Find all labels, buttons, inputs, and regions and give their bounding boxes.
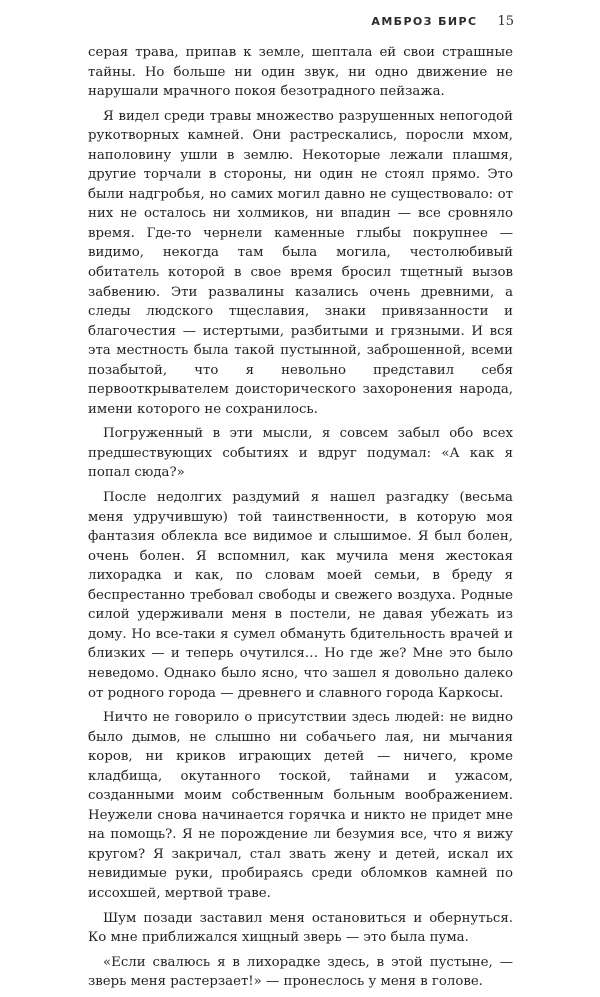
paragraph: После недолгих раздумий я нашел разгадку (весьма меня удручившую) той таинственности, в которую моя фантазия облекла все видимое и слышимое. Я был болен, очень болен. Я вспомнил, как мучила меня жестокая лихорадка и как, по словам моей семьи, в бреду я беспрестанно требовал свободы и свежего воздуха. Родные силой удерживали меня в постели, не давая убежать из дому. Но все-таки я сумел обмануть бдительность врачей и близких — и теперь очутился… Но где же? Мне это было неведомо. Однако было ясно, что зашел я довольно далеко от родного города — древнего и славного города Каркосы.: [88, 490, 513, 701]
page-number: 15: [497, 14, 514, 29]
paragraph: Я видел среди травы множество разрушенных непогодой рукотворных камней. Они растрескались, поросли мхом, наполовину ушли в землю. Некоторые лежали плашмя, другие торчали в стороны, ни один не стоял прямо. Это были надгробья, но самих могил давно не существовало: от них не осталось ни холмиков, ни впадин — все сровнялo время. Где-то чернели каменные глыбы покрупнее — видимо, некогда там была могила, честолюбивый обитатель которой в свое время бросил тщетный вызов забвению. Эти развалины казались очень древними, а следы людского тщеславия, знаки привязанности и благочестия — истертыми, разбитыми и грязными. И вся эта местность была такой пустынной, заброшенной, всеми позабытой, что я невольно представил себя первооткрывателем доисторического захоронения народа, имени которого не сохранилось.: [88, 108, 513, 417]
paragraph: серая трава, припав к земле, шептала ей свои страшные тайны. Но больше ни один звук, ни одно движение не нарушали мрачного покоя безотрадного пейзажа.: [88, 45, 513, 100]
paragraph: «Если свалюсь я в лихорадке здесь, в этой пустыне, — зверь меня растерзает!» — пронеслось у меня в голове.: [88, 954, 513, 990]
running-header: [371, 14, 514, 29]
header-author: АМБРОЗ БИРС: [371, 15, 478, 28]
body-text: [88, 43, 513, 997]
paragraph: Ничто не говорило о присутствии здесь людей: не видно было дымов, не слышно ни собачьего лая, ни мычания коров, ни криков играющих детей — ничего, кроме кладбища, окутанного тоской, тайнами и ужасом, созданными моим собственным больным воображением. Неужели снова начинается горячка и никто не придет мне на помощь?. Я не порождение ли безумия все, что я вижу кругом? Я закричал, стал звать жену и детей, искал их невидимые руки, пробираясь среди обломков камней по иссохшей, мертвой траве.: [88, 710, 513, 901]
paragraph: Шум позади заставил меня остановиться и обернуться. Ко мне приближался хищный зверь — это была пума.: [88, 910, 513, 946]
paragraph: Погруженный в эти мысли, я совсем забыл обо всех предшествующих событиях и вдруг подумал: «А как я попал сюда?»: [88, 426, 513, 481]
